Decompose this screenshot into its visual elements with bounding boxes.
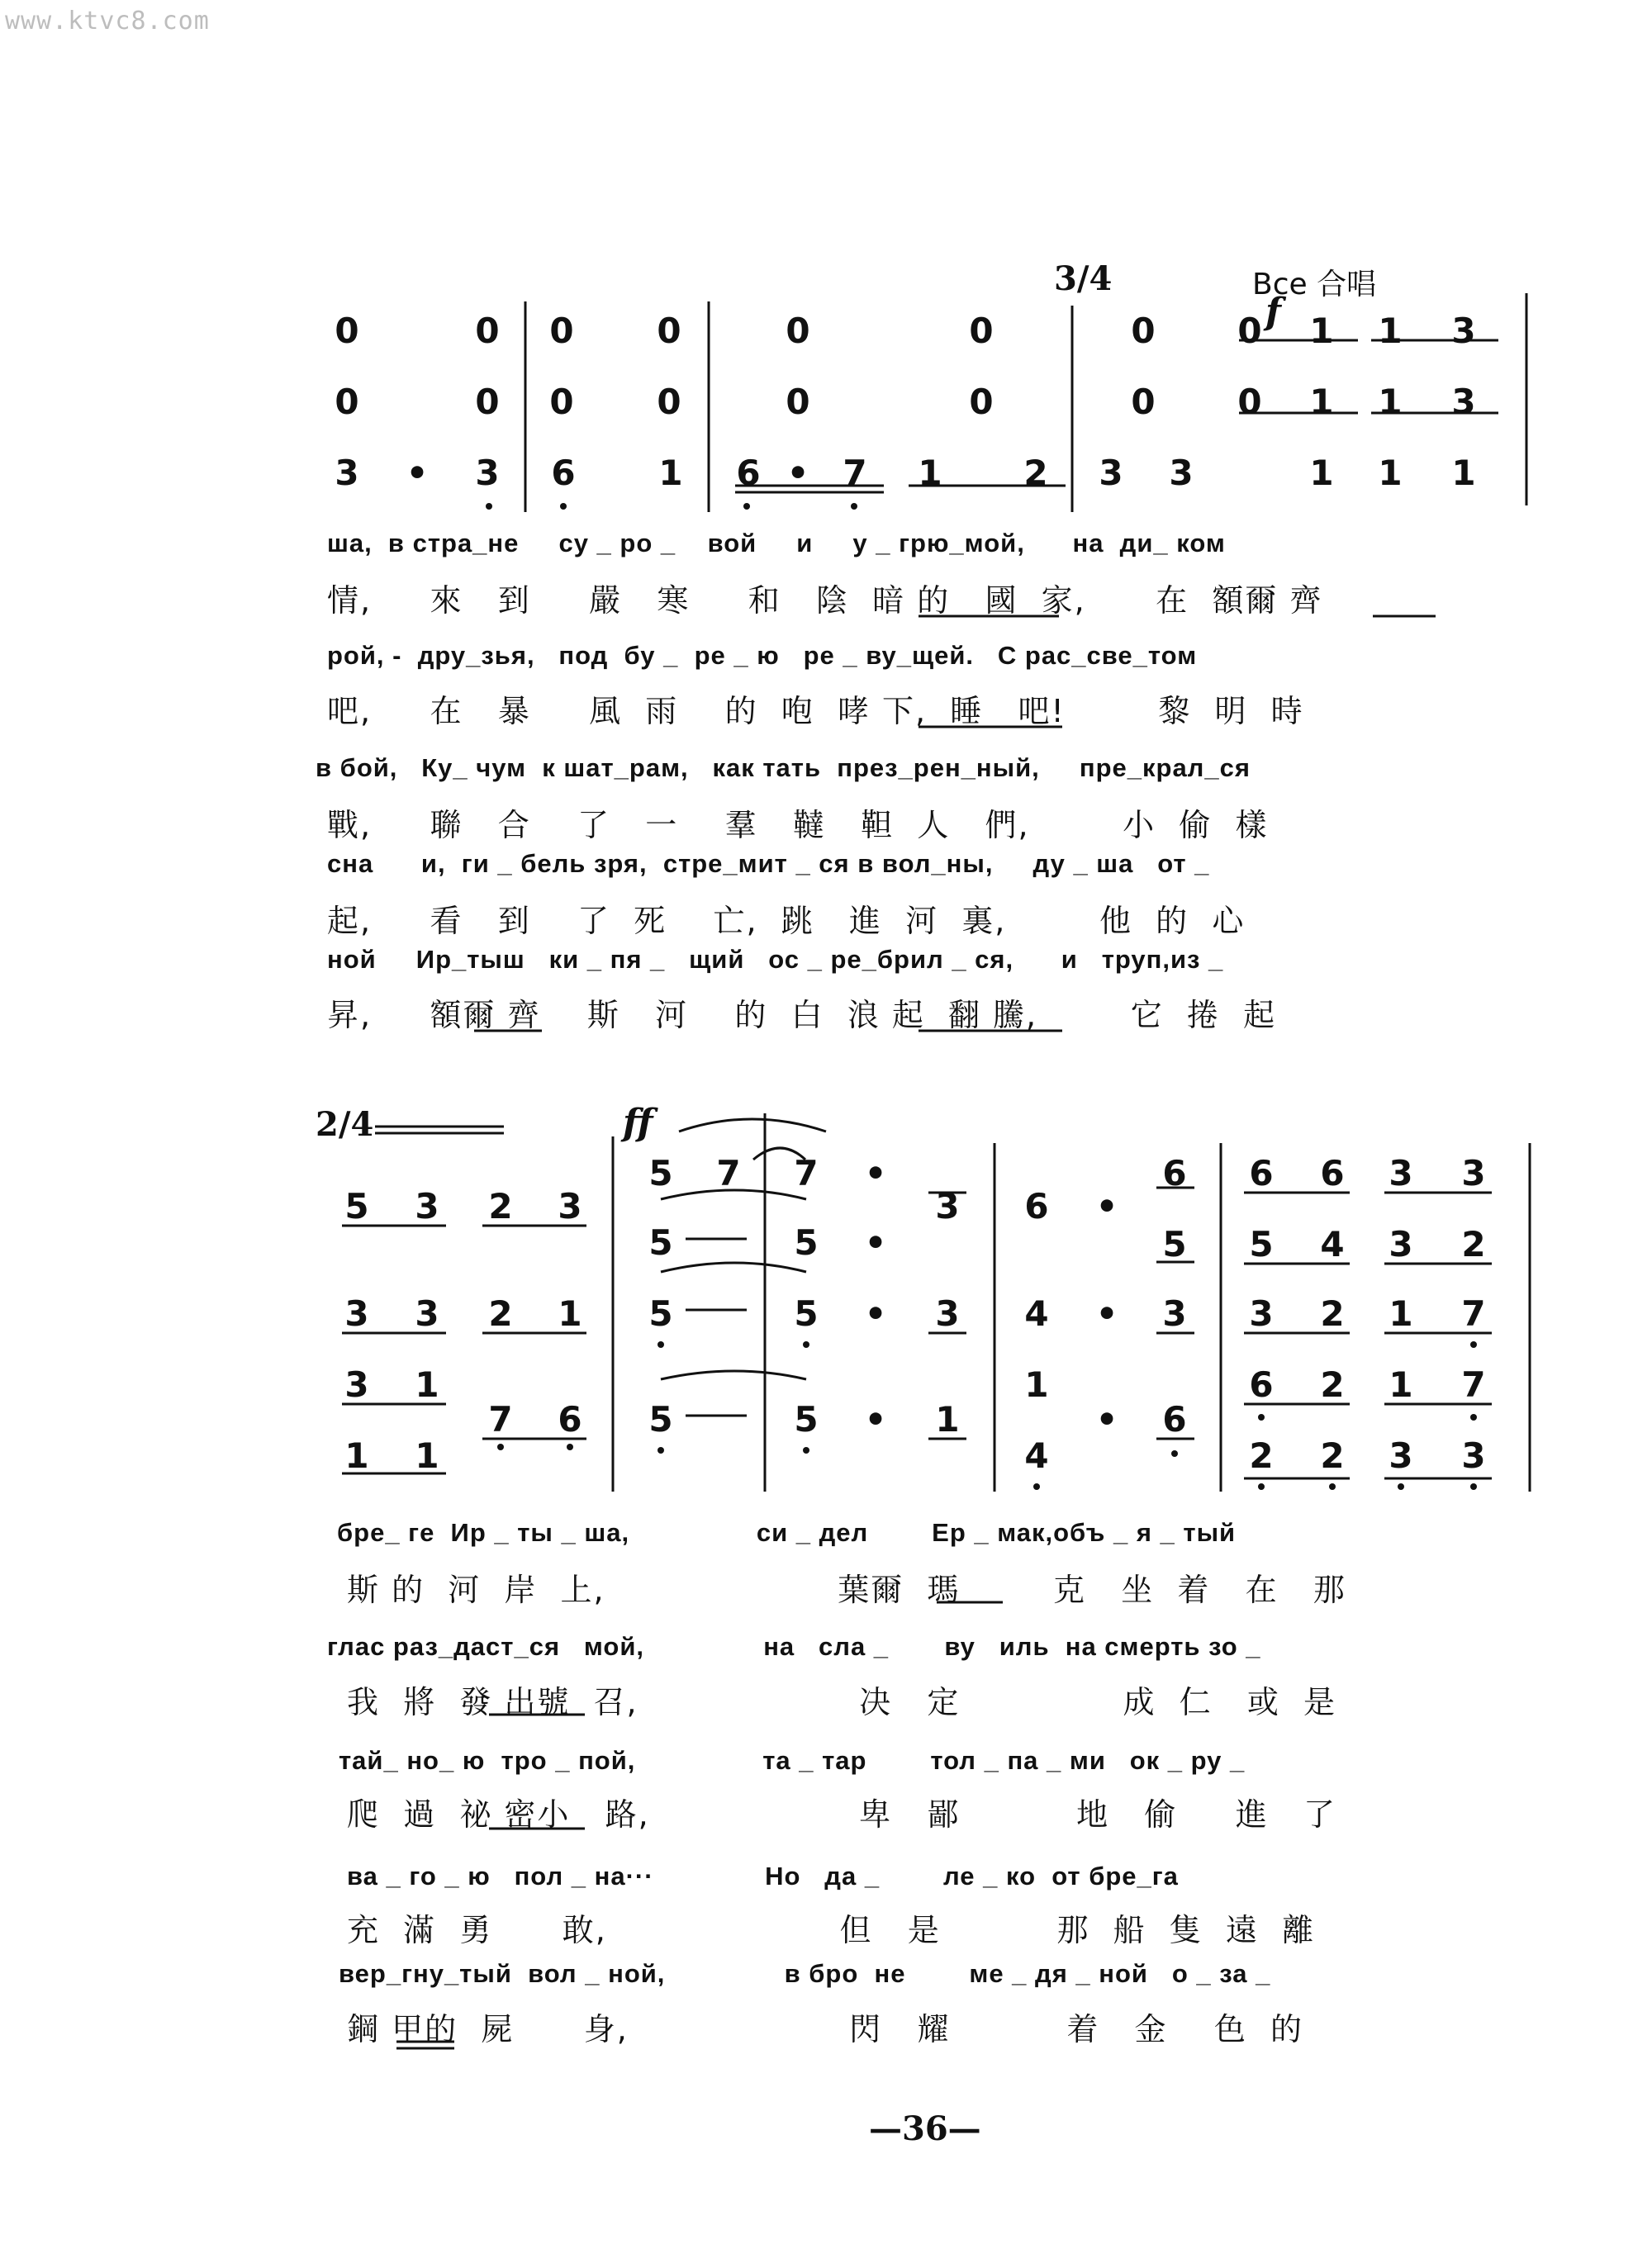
note: 1 xyxy=(1309,453,1334,493)
lyric-line-russian: вер_гну_тый вол _ ной, в бро не ме _ дя _ ной о _ за _ xyxy=(339,1959,1271,1988)
lyric-line-chinese: 我 將 發 出號 召, 决 定 成 仁 或 是 xyxy=(347,1684,1337,1720)
note: 0 xyxy=(657,382,681,422)
note: 6 xyxy=(736,453,761,493)
note: 0 xyxy=(969,382,994,422)
lyric-line-russian: в бой, Ку_ чум к шат_рам, как тать през_рен_ный, пре_крал_ся xyxy=(316,753,1251,782)
lyric-line-chinese: 吧, 在 暴 風 雨 的 咆 哮 下, 睡 吧! 黎 明 時 xyxy=(327,693,1304,729)
note: 2 xyxy=(1320,1435,1345,1476)
note: 5 xyxy=(344,1186,369,1226)
note: 1 xyxy=(1378,311,1403,351)
note: 6 xyxy=(551,453,576,493)
dynamic-forte: f xyxy=(1265,291,1281,333)
lyric-line-russian: рой, - дру_зья, под бу _ ре _ ю ре _ ву_щей. С рас_све_том xyxy=(327,641,1198,670)
note: 1 xyxy=(415,1364,439,1405)
note: 3 xyxy=(1461,1435,1486,1476)
note: 5 xyxy=(648,1399,673,1440)
note: 3 xyxy=(1249,1293,1274,1334)
time-signature-2-4: 2/4 xyxy=(316,1105,374,1144)
note: 3 xyxy=(1169,453,1194,493)
note: 0 xyxy=(1237,382,1262,422)
note: 0 xyxy=(969,311,994,351)
note: 7 xyxy=(1461,1364,1486,1405)
note: 3 xyxy=(1451,311,1476,351)
note: 0 xyxy=(786,311,810,351)
note: 7 xyxy=(1461,1293,1486,1334)
dynamic-fortissimo: ff xyxy=(623,1102,653,1144)
note: 1 xyxy=(1378,453,1403,493)
note: 3 xyxy=(935,1186,960,1226)
page-number: —36— xyxy=(869,2109,981,2148)
lyric-line-chinese: 起, 看 到 了 死 亡, 跳 進 河 裏, 他 的 心 xyxy=(327,903,1246,939)
dot: • xyxy=(864,1293,887,1334)
dot: • xyxy=(864,1399,887,1440)
note: 5 xyxy=(648,1222,673,1263)
note: 0 xyxy=(1131,382,1156,422)
lyric-line-russian: тай_ но_ ю тро _ пой, та _ тар тол _ па _ ми ок _ ру _ xyxy=(339,1746,1246,1775)
note: 0 xyxy=(475,382,500,422)
time-signature-3-4: 3/4 xyxy=(1054,259,1113,298)
note: 6 xyxy=(1249,1153,1274,1193)
note: 7 xyxy=(488,1399,513,1440)
note: 3 xyxy=(1162,1293,1187,1334)
lyric-line-russian: глас раз_даст_ся мой, на сла _ ву иль на смерть зо _ xyxy=(327,1632,1261,1661)
note: 3 xyxy=(1461,1153,1486,1193)
dot: • xyxy=(786,453,809,493)
lyric-line-russian: бре_ ге Ир _ ты _ ша, си _ дел Ер _ мак,объ _ я _ тый xyxy=(337,1518,1237,1547)
note: 6 xyxy=(1320,1153,1345,1193)
note: 7 xyxy=(794,1153,819,1193)
note: 1 xyxy=(1378,382,1403,422)
note: 2 xyxy=(1320,1293,1345,1334)
note: 6 xyxy=(1024,1186,1049,1226)
note: 3 xyxy=(1451,382,1476,422)
note: 1 xyxy=(658,453,683,493)
note: 0 xyxy=(549,311,574,351)
note: 4 xyxy=(1024,1435,1049,1476)
note: 3 xyxy=(344,1293,369,1334)
note: 0 xyxy=(335,382,359,422)
note: 2 xyxy=(488,1186,513,1226)
note: 3 xyxy=(335,453,359,493)
note: 1 xyxy=(1389,1293,1413,1334)
lyric-line-chinese: 昇, 額爾 齊 斯 河 的 白 浪 起 翻 騰, 它 捲 起 xyxy=(327,997,1277,1033)
watermark: www.ktvc8.com xyxy=(5,7,210,36)
note: 0 xyxy=(657,311,681,351)
lyric-line-russian: ва _ го _ ю пол _ на··· Но да _ ле _ ко от бре_га xyxy=(347,1862,1179,1891)
note: 5 xyxy=(648,1153,673,1193)
note: 3 xyxy=(1389,1435,1413,1476)
note: 7 xyxy=(843,453,867,493)
note: 5 xyxy=(794,1222,819,1263)
note: 3 xyxy=(415,1293,439,1334)
note: 0 xyxy=(549,382,574,422)
note: 5 xyxy=(794,1293,819,1334)
lyric-line-chinese: 戰, 聯 合 了 一 羣 韃 靼 人 們, 小 偷 樣 xyxy=(327,807,1269,843)
note: 3 xyxy=(1099,453,1123,493)
note: 6 xyxy=(1162,1153,1187,1193)
lyric-line-chinese: 爬 過 祕 密小 路, 卑 鄙 地 偷 進 了 xyxy=(347,1796,1337,1833)
dot: • xyxy=(1095,1186,1118,1226)
note: 0 xyxy=(786,382,810,422)
note: 5 xyxy=(1249,1224,1274,1264)
note: 1 xyxy=(1024,1364,1049,1405)
note: 1 xyxy=(415,1435,439,1476)
note: 7 xyxy=(716,1153,741,1193)
note: 1 xyxy=(558,1293,582,1334)
note: 3 xyxy=(935,1293,960,1334)
note: 5 xyxy=(1162,1224,1187,1264)
note: 1 xyxy=(1309,311,1334,351)
note: 5 xyxy=(794,1399,819,1440)
note: 6 xyxy=(558,1399,582,1440)
note: 2 xyxy=(1320,1364,1345,1405)
note: 3 xyxy=(415,1186,439,1226)
note: 0 xyxy=(1237,311,1262,351)
note: 4 xyxy=(1024,1293,1049,1334)
note: 4 xyxy=(1320,1224,1345,1264)
lyric-line-russian: ной Ир_тыш ки _ пя _ щий ос _ ре_брил _ ся, и труп,из _ xyxy=(327,945,1224,974)
note: 1 xyxy=(1309,382,1334,422)
note: 0 xyxy=(475,311,500,351)
note: 6 xyxy=(1162,1399,1187,1440)
note: 0 xyxy=(335,311,359,351)
lyric-line-chinese: 鋼 甲的 屍 身, 閃 耀 着 金 色 的 xyxy=(347,2011,1304,2047)
note: 1 xyxy=(1389,1364,1413,1405)
note: 1 xyxy=(344,1435,369,1476)
note: 3 xyxy=(1389,1153,1413,1193)
note: 2 xyxy=(1249,1435,1274,1476)
note: 2 xyxy=(1461,1224,1486,1264)
vocal-part-tag: Все 合唱 xyxy=(1252,268,1377,301)
note: 3 xyxy=(475,453,500,493)
note: 0 xyxy=(1131,311,1156,351)
dot: • xyxy=(1095,1399,1118,1440)
lyric-line-chinese: 充 滿 勇 敢, 但 是 那 船 隻 遠 離 xyxy=(347,1912,1316,1948)
lyric-line-chinese: 情, 來 到 嚴 寒 和 陰 暗 的 國 家, 在 額爾 齊 xyxy=(327,582,1323,619)
dot: • xyxy=(864,1153,887,1193)
note: 3 xyxy=(558,1186,582,1226)
note: 1 xyxy=(935,1399,960,1440)
note: 3 xyxy=(1389,1224,1413,1264)
lyric-line-chinese: 斯 的 河 岸 上, 葉爾 瑪 克 坐 着 在 那 xyxy=(347,1572,1346,1608)
note: 1 xyxy=(918,453,942,493)
note: 6 xyxy=(1249,1364,1274,1405)
note: 2 xyxy=(1023,453,1048,493)
lyric-line-russian: ша, в стра_не су _ ро _ вой и у _ грю_мой, на ди_ ком xyxy=(327,529,1226,557)
lyric-line-russian: сна и, ги _ бель зря, стре_мит _ ся в вол_ны, ду _ ша от _ xyxy=(327,849,1210,878)
note: 3 xyxy=(344,1364,369,1405)
note: 2 xyxy=(488,1293,513,1334)
dot: • xyxy=(1095,1293,1118,1334)
dot: • xyxy=(864,1222,887,1263)
note: 1 xyxy=(1451,453,1476,493)
note: 5 xyxy=(648,1293,673,1334)
dot: • xyxy=(406,453,429,493)
